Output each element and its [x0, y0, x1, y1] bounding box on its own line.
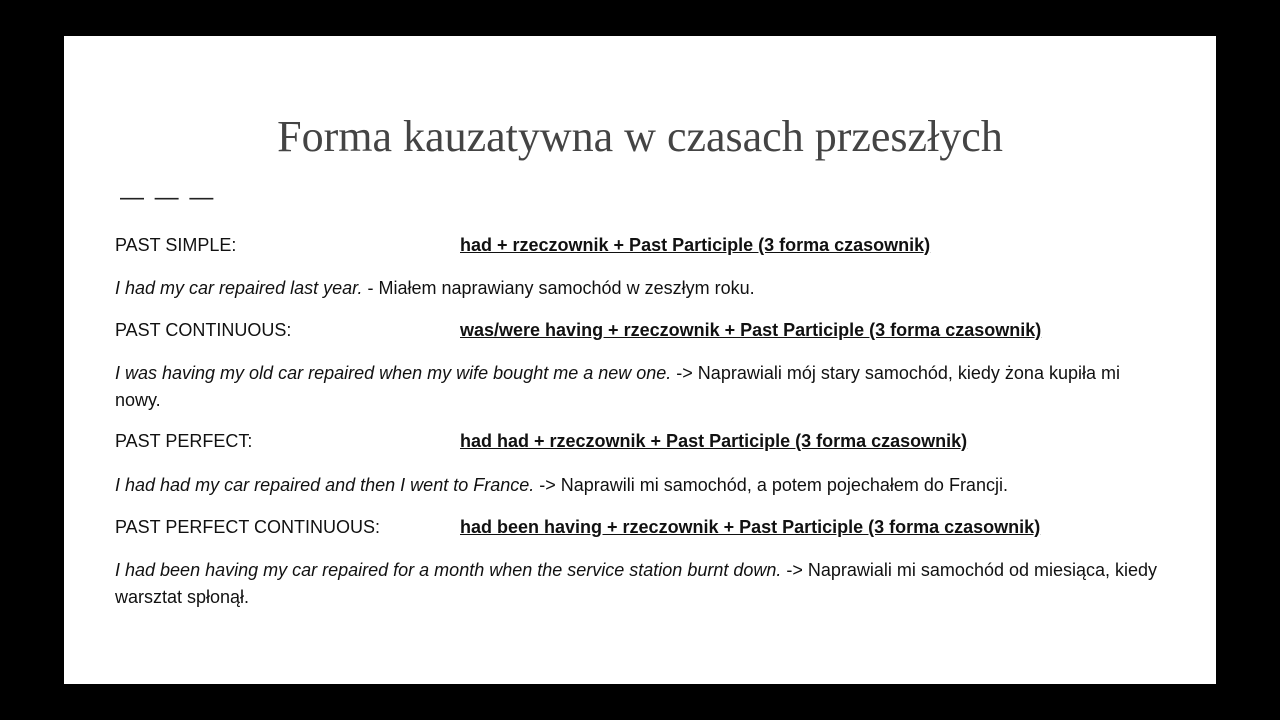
example-polish: -> Naprawiali mi samochód od miesiąca, kiedy warsztat spłonął. [115, 560, 1158, 607]
tense-formula: had had + rzeczownik + Past Participle (3 forma czasownik) [460, 431, 968, 451]
example-polish: -> Naprawili mi samochód, a potem pojechałem do Francji. [534, 475, 1008, 495]
tense-label: PAST PERFECT: [115, 431, 253, 451]
title-divider: — — — [120, 184, 216, 211]
section-past-perfect-example [115, 472, 1167, 499]
example-english: I had had my car repaired and then I went to France. [115, 475, 535, 495]
tense-formula: had been having + rzeczownik + Past Participle (3 forma czasownik) [460, 517, 1041, 537]
tense-formula: had + rzeczownik + Past Participle (3 forma czasownik) [460, 235, 931, 255]
tense-label: PAST CONTINUOUS: [115, 320, 292, 340]
section-past-simple-example [115, 275, 1167, 302]
example-english: I had been having my car repaired for a month when the service station burnt down. [115, 560, 782, 580]
example-polish: -> Naprawiali mój stary samochód, kiedy żona kupiła mi nowy. [115, 363, 1120, 410]
tense-formula: was/were having + rzeczownik + Past Participle (3 forma czasownik) [460, 320, 1042, 340]
section-past-continuous-example [115, 360, 1167, 414]
slide-title: Forma kauzatywna w czasach przeszłych [277, 112, 1003, 161]
tense-label: PAST PERFECT CONTINUOUS: [115, 517, 381, 537]
slide [64, 36, 1216, 684]
section-past-perfect-continuous-example [115, 557, 1167, 611]
tense-label: PAST SIMPLE: [115, 235, 237, 255]
example-english: I was having my old car repaired when my wife bought me a new one. [115, 363, 672, 383]
example-polish: - Miałem naprawiany samochód w zeszłym roku. [362, 278, 755, 298]
example-english: I had my car repaired last year. [115, 278, 363, 298]
